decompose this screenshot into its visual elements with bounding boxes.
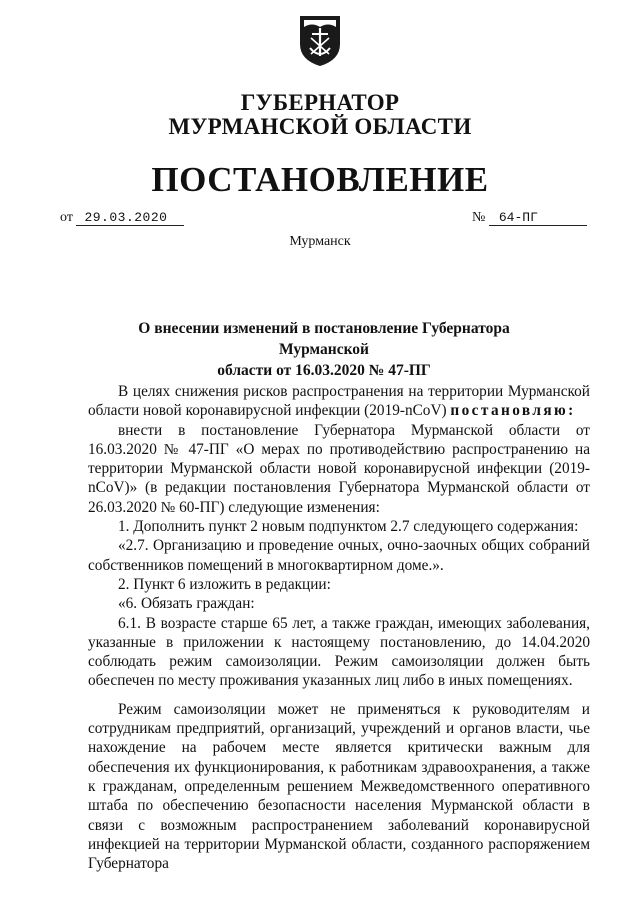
document-subject xyxy=(100,318,548,381)
authority-title-line2: МУРМАНСКОЙ ОБЛАСТИ xyxy=(168,114,472,139)
subject-line1: О внесении изменений в постановление Губернатора Мурманской xyxy=(138,320,510,358)
resolution-keyword: постановляю: xyxy=(450,402,576,420)
preamble-text: В целях снижения рисков распространения на территории Мурманской области новой коронавирусной инфекции (2019-nCoV) xyxy=(88,383,590,420)
authority-title-line1: ГУБЕРНАТОР xyxy=(240,90,400,115)
murmansk-coat-of-arms-icon xyxy=(298,14,342,68)
paragraph: 6.1. В возрасте старше 65 лет, а также граждан, имеющих заболевания, указанные в приложении к настоящему постановлению, до 14.04.2020 соблюдать режим самоизоляции. Режим самоизоляции должен быть обеспечен по месту проживания указанных лиц либо в иных помещениях. xyxy=(88,614,590,690)
document-number: 64-ПГ xyxy=(489,210,587,226)
subject-line2: области от 16.03.2020 № 47-ПГ xyxy=(217,362,431,379)
document-body xyxy=(88,382,590,873)
document-type-title: ПОСТАНОВЛЕНИЕ xyxy=(151,160,489,199)
paragraph: 1. Дополнить пункт 2 новым подпунктом 2.7 следующего содержания: xyxy=(118,518,579,536)
paragraph: Режим самоизоляции может не применяться к руководителям и сотрудникам предприятий, организаций, учреждений и органов власти, чье нахождение на рабочем месте является критически важным для обеспечения их функционирования, к работникам здравоохранения, а также к гражданам, определенным решением Межведомственного оперативного штаба по обеспечению безопасности населения Мурманской области в связи с возможным распространением заболеваний коронавирусной инфекцией на территории Мурманской области, созданного распоряжением Губернатора xyxy=(88,700,590,873)
date-prefix: от xyxy=(60,210,73,225)
document-date: 29.03.2020 xyxy=(76,210,184,226)
paragraph: 2. Пункт 6 изложить в редакции: xyxy=(118,575,331,593)
number-field xyxy=(472,210,587,226)
city-name: Мурманск xyxy=(289,234,351,249)
paragraph: «2.7. Организацию и проведение очных, очно-заочных общих собраний собственников помещений в многоквартирном доме.». xyxy=(88,537,590,574)
date-field xyxy=(60,210,184,226)
paragraph-preamble xyxy=(88,382,590,421)
number-prefix: № xyxy=(472,210,486,225)
paragraph: «6. Обязать граждан: xyxy=(118,595,255,613)
paragraph: внести в постановление Губернатора Мурманской области от 16.03.2020 № 47-ПГ «О мерах по противодействию распространению на территории Мурманской области новой коронавирусной инфекции (2019-nCoV)» (в редакции постановления Губернатора Мурманской области от 26.03.2020 № 60-ПГ) следующие изменения: xyxy=(88,421,590,516)
